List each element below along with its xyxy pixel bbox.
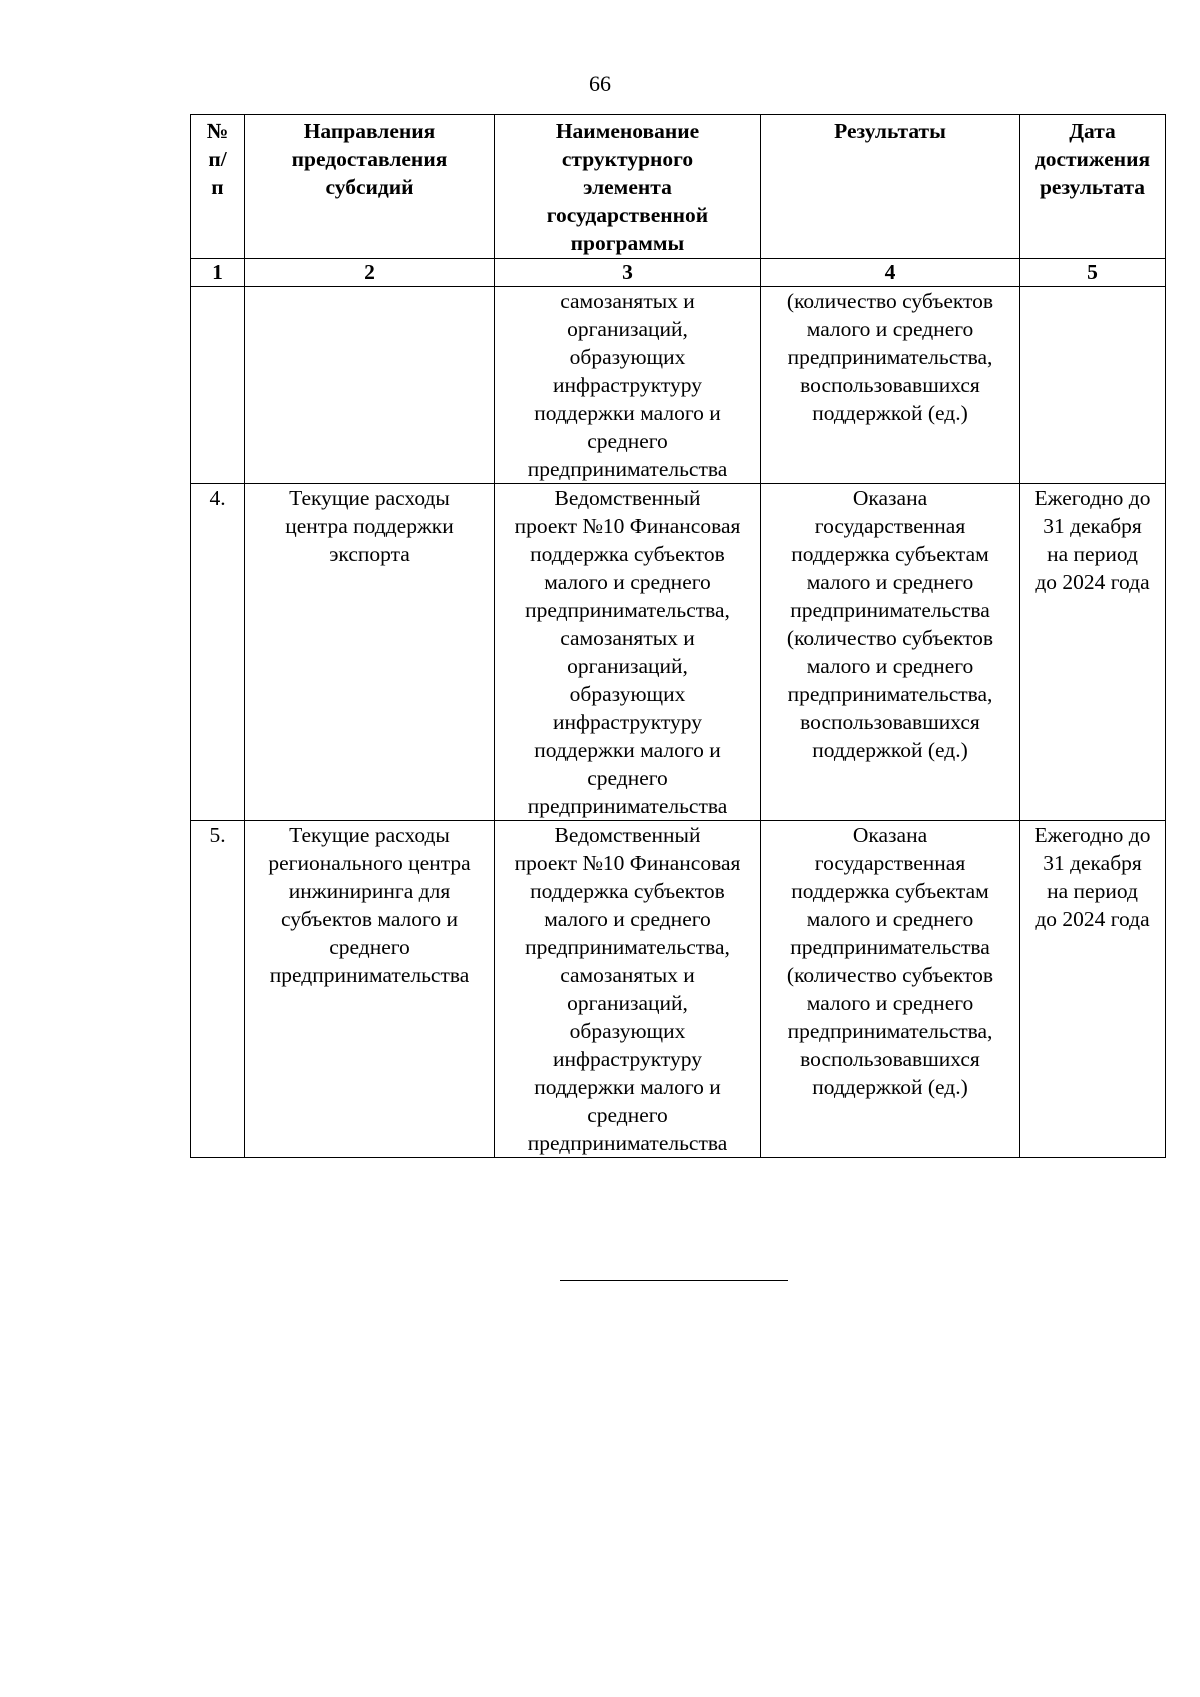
column-number-row [191, 259, 1166, 287]
header-direction: Направления предоставления субсидий [245, 115, 495, 259]
result-cell: Оказана государственная поддержка субъектам малого и среднего предпринимательства (количество субъектов малого и среднего предпринимательства, воспользовавшихся поддержкой (ед.) [761, 484, 1020, 821]
column-number: 5 [1020, 259, 1166, 287]
table-row [191, 287, 1166, 484]
result-cell: (количество субъектов малого и среднего предпринимательства, воспользовавшихся поддержкой (ед.) [761, 287, 1020, 484]
column-number: 2 [245, 259, 495, 287]
header-date: Дата достижения результата [1020, 115, 1166, 259]
column-number: 1 [191, 259, 245, 287]
end-separator-line [560, 1280, 788, 1281]
structural-element-cell: самозанятых и организаций, образующих инфраструктуру поддержки малого и среднего предпринимательства [495, 287, 761, 484]
structural-element-cell: Ведомственный проект №10 Финансовая поддержка субъектов малого и среднего предпринимательства, самозанятых и организаций, образующих инфраструктуру поддержки малого и среднего предпринимательства [495, 821, 761, 1158]
table-row [191, 821, 1166, 1158]
row-number-cell: 5. [191, 821, 245, 1158]
page-number: 66 [589, 71, 611, 96]
direction-cell: Текущие расходы регионального центра инжиниринга для субъектов малого и среднего предпринимательства [245, 821, 495, 1158]
direction-cell [245, 287, 495, 484]
result-cell: Оказана государственная поддержка субъектам малого и среднего предпринимательства (количество субъектов малого и среднего предпринимательства, воспользовавшихся поддержкой (ед.) [761, 821, 1020, 1158]
column-number: 3 [495, 259, 761, 287]
header-results: Результаты [761, 115, 1020, 259]
date-cell [1020, 287, 1166, 484]
row-number-cell [191, 287, 245, 484]
date-cell: Ежегодно до 31 декабря на период до 2024 года [1020, 484, 1166, 821]
structural-element-cell: Ведомственный проект №10 Финансовая поддержка субъектов малого и среднего предпринимательства, самозанятых и организаций, образующих инфраструктуру поддержки малого и среднего предпринимательства [495, 484, 761, 821]
column-number: 4 [761, 259, 1020, 287]
table-row [191, 484, 1166, 821]
row-number-cell: 4. [191, 484, 245, 821]
header-structural-element: Наименование структурного элемента государственной программы [495, 115, 761, 259]
subsidy-table [190, 114, 1166, 1158]
direction-cell: Текущие расходы центра поддержки экспорта [245, 484, 495, 821]
table-header-row [191, 115, 1166, 259]
date-cell: Ежегодно до 31 декабря на период до 2024 года [1020, 821, 1166, 1158]
header-number: № п/ п [191, 115, 245, 259]
